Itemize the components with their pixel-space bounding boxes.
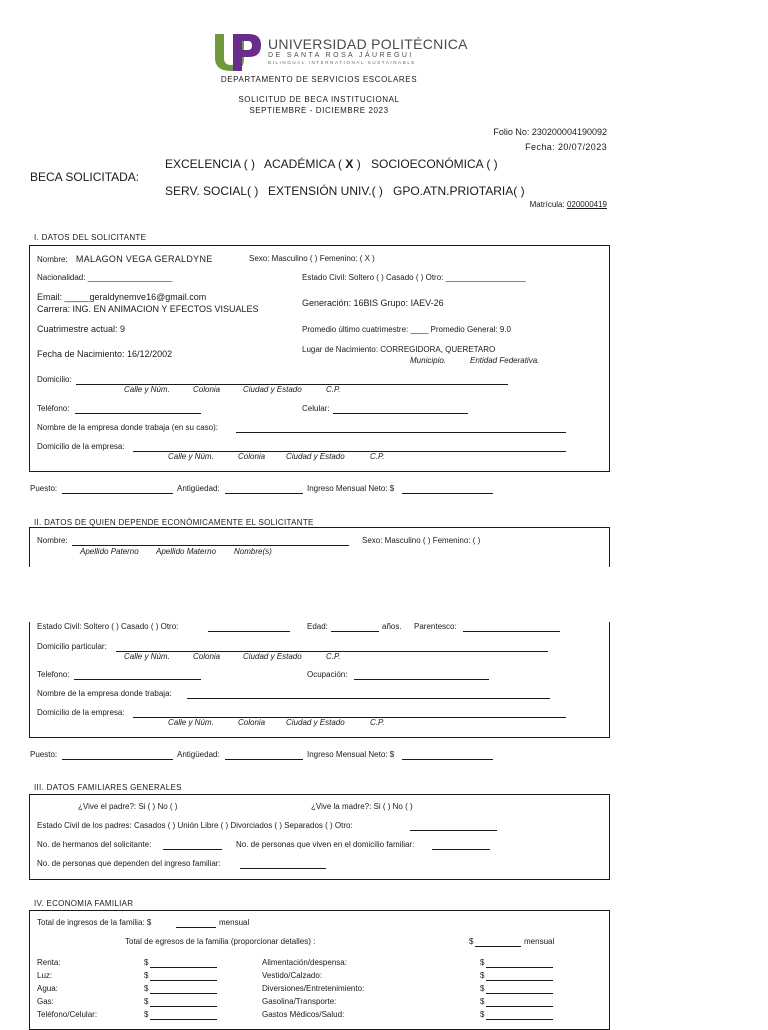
- egreso-left-line[interactable]: [150, 1006, 217, 1007]
- cp-caption: C.P.: [326, 385, 341, 394]
- domicilio-label: Domicilio:: [37, 375, 72, 384]
- empresa-line[interactable]: [236, 432, 566, 433]
- egreso-right-label: Alimentación/despensa:: [262, 958, 347, 967]
- egreso-left-line[interactable]: [150, 967, 217, 968]
- puesto-line[interactable]: [62, 493, 173, 494]
- total-ingresos-line[interactable]: [176, 927, 216, 928]
- form-date: Fecha: 20/07/2023: [525, 142, 607, 152]
- estado-civil-field[interactable]: Estado Civil: Soltero ( ) Casado ( ) Otro: __________________: [302, 273, 526, 282]
- ingreso-line[interactable]: [402, 493, 493, 494]
- vive-madre[interactable]: ¿Vive la madre?: Si ( ) No ( ): [311, 802, 413, 811]
- egreso-left-label: Gas:: [37, 997, 54, 1006]
- egreso-left-dollar: $: [144, 984, 149, 993]
- beca-extension[interactable]: EXTENSIÓN UNIV.( ): [268, 184, 383, 198]
- nacionalidad-field[interactable]: Nacionalidad: ___________________: [37, 273, 173, 282]
- dependiente-antiguedad-line[interactable]: [225, 759, 303, 760]
- municipio-caption: Municipio.: [410, 356, 447, 365]
- egreso-left-line[interactable]: [150, 993, 217, 994]
- egreso-left-label: Renta:: [37, 958, 61, 967]
- celular-line[interactable]: [333, 413, 468, 414]
- dependiente-empresa-label: Nombre de la empresa donde trabaja:: [37, 689, 172, 698]
- anos-label: años.: [382, 622, 402, 631]
- celular-label: Celular:: [302, 404, 330, 413]
- domicilio-empresa-label: Domicilio de la empresa:: [37, 442, 125, 451]
- total-ingresos-label: Total de ingresos de la familia: $: [37, 918, 152, 927]
- cp-caption: C.P.: [370, 718, 385, 727]
- entidad-caption: Entidad Federativa.: [470, 356, 540, 365]
- egreso-left-line[interactable]: [150, 1019, 217, 1020]
- personas-dependen-line[interactable]: [240, 868, 326, 869]
- parentesco-label: Parentesco:: [414, 622, 457, 631]
- nombre-label: Nombre:: [37, 255, 68, 264]
- promedio-field[interactable]: Promedio último cuatrimestre: ____ Promedio General: 9.0: [302, 325, 511, 334]
- hermanos-label: No. de hermanos del solicitante:: [37, 840, 152, 849]
- section-3-title: III. DATOS FAMILIARES GENERALES: [34, 783, 182, 792]
- egreso-right-line[interactable]: [486, 1006, 553, 1007]
- ap-paterno-caption: Apellido Paterno: [80, 547, 139, 556]
- egreso-left-dollar: $: [144, 997, 149, 1006]
- carrera-field[interactable]: Carrera: ING. EN ANIMACION Y EFECTOS VISUALES: [37, 304, 259, 314]
- generacion-field[interactable]: Generación: 16BIS Grupo: IAEV-26: [302, 298, 444, 308]
- calle-caption: Calle y Núm.: [168, 452, 214, 461]
- form-title: SOLICITUD DE BECA INSTITUCIONAL: [238, 95, 400, 104]
- dependiente-sexo: Sexo: Masculino ( ) Femenino: ( ): [362, 536, 481, 545]
- dependiente-domicilio-empresa-label: Domicilio de la empresa:: [37, 708, 125, 717]
- dependiente-empresa-line[interactable]: [187, 698, 550, 699]
- antiguedad-label: Antigüedad:: [177, 484, 220, 493]
- dependiente-puesto-label: Puesto:: [30, 750, 58, 759]
- beca-serv-social[interactable]: SERV. SOCIAL( ): [165, 184, 259, 198]
- egreso-right-label: Gastos Médicos/Salud:: [262, 1010, 345, 1019]
- dependiente-puesto-line[interactable]: [62, 759, 173, 760]
- solicitante-nombre: [37, 255, 213, 264]
- dependiente-otro-line[interactable]: [208, 631, 290, 632]
- antiguedad-line[interactable]: [225, 493, 303, 494]
- lugar-nacimiento-field[interactable]: Lugar de Nacimiento: CORREGIDORA, QUERETARO: [302, 345, 496, 354]
- dependiente-telefono-line[interactable]: [74, 679, 201, 680]
- egreso-right-line[interactable]: [486, 993, 553, 994]
- egreso-right-dollar: $: [480, 984, 485, 993]
- ingreso-label: Ingreso Mensual Neto: $: [307, 484, 395, 493]
- dependiente-antiguedad-label: Antigüedad:: [177, 750, 220, 759]
- personas-domicilio-line[interactable]: [432, 849, 490, 850]
- ocupacion-label: Ocupación:: [307, 670, 348, 679]
- dependiente-nombre-line[interactable]: [72, 545, 349, 546]
- nombre-value: MALAGON VEGA GERALDYNE: [75, 254, 213, 264]
- estado-civil-padres-otro-line[interactable]: [410, 830, 497, 831]
- beca-academica-label: ACADÉMICA (: [264, 157, 343, 171]
- ciudad-caption: Ciudad y Estado: [243, 652, 302, 661]
- beca-label: BECA SOLICITADA:: [30, 170, 140, 184]
- beca-academica-close: ): [356, 157, 361, 171]
- up-logo-icon: [211, 30, 265, 74]
- dependiente-telefono-label: Telefono:: [37, 670, 70, 679]
- nombres-caption: Nombre(s): [234, 547, 272, 556]
- dependiente-ingreso-label: Ingreso Mensual Neto: $: [307, 750, 395, 759]
- colonia-caption: Colonia: [238, 452, 266, 461]
- egreso-left-label: Teléfono/Celular:: [37, 1010, 98, 1019]
- edad-label: Edad:: [307, 622, 328, 631]
- beca-excelencia[interactable]: EXCELENCIA ( ): [165, 157, 256, 171]
- egreso-left-label: Agua:: [37, 984, 58, 993]
- department-title: DEPARTAMENTO DE SERVICIOS ESCOLARES: [220, 75, 418, 84]
- beca-academica[interactable]: [264, 158, 361, 170]
- total-egresos-label: Total de egresos de la familia (proporcionar detalles) :: [125, 937, 316, 946]
- beca-academica-mark: X: [345, 157, 354, 171]
- egreso-right-dollar: $: [480, 997, 485, 1006]
- telefono-label: Teléfono:: [37, 404, 70, 413]
- dependiente-ingreso-line[interactable]: [402, 759, 493, 760]
- colonia-caption: Colonia: [238, 718, 266, 727]
- personas-dependen-label: No. de personas que dependen del ingreso familiar:: [37, 859, 221, 868]
- dependiente-estado-civil: Estado Civil: Soltero ( ) Casado ( ) Otro:: [37, 622, 179, 631]
- ciudad-caption: Ciudad y Estado: [286, 452, 345, 461]
- egreso-right-line[interactable]: [486, 1019, 553, 1020]
- total-ingresos-mensual: mensual: [219, 918, 250, 927]
- matricula-label: Matrícula:: [529, 200, 565, 209]
- folio-number: Folio No: 230200004190092: [493, 127, 607, 137]
- telefono-line[interactable]: [75, 413, 201, 414]
- university-tagline: BILINGUAL INTERNATIONAL SUSTAINABLE: [268, 60, 417, 65]
- beca-socioeconomica[interactable]: SOCIOECONÓMICA ( ): [371, 157, 498, 171]
- egreso-right-line[interactable]: [486, 980, 553, 981]
- empresa-label: Nombre de la empresa donde trabaja (en su caso):: [37, 423, 218, 432]
- section-1-title: I. DATOS DEL SOLICITANTE: [34, 233, 147, 242]
- university-subname: DE SANTA ROSA JÁUREGUI: [268, 52, 414, 59]
- cuatrimestre-field[interactable]: Cuatrimestre actual: 9: [37, 324, 126, 334]
- vive-padre[interactable]: ¿Vive el padre?: Si ( ) No ( ): [78, 802, 178, 811]
- university-name: UNIVERSIDAD POLITÉCNICA: [268, 36, 468, 52]
- dependiente-nombre-label: Nombre:: [37, 536, 68, 545]
- egreso-left-dollar: $: [144, 1010, 149, 1019]
- egreso-right-label: Vestido/Calzado:: [262, 971, 323, 980]
- form-period: SEPTIEMBRE - DICIEMBRE 2023: [249, 106, 389, 115]
- egreso-right-dollar: $: [480, 958, 485, 967]
- hermanos-line[interactable]: [163, 849, 222, 850]
- colonia-caption: Colonia: [193, 385, 221, 394]
- personas-domicilio-label: No. de personas que viven en el domicilio familiar:: [236, 840, 415, 849]
- ciudad-caption: Ciudad y Estado: [286, 718, 345, 727]
- egreso-left-dollar: $: [144, 958, 149, 967]
- egreso-left-line[interactable]: [150, 980, 217, 981]
- egreso-right-dollar: $: [480, 1010, 485, 1019]
- egreso-right-dollar: $: [480, 971, 485, 980]
- colonia-caption: Colonia: [193, 652, 221, 661]
- egreso-left-dollar: $: [144, 971, 149, 980]
- estado-civil-padres[interactable]: Estado Civil de los padres: Casados ( ) Unión Libre ( ) Divorciados ( ) Separados ( ) Otro:: [37, 821, 353, 830]
- calle-caption: Calle y Núm.: [124, 385, 170, 394]
- edad-line[interactable]: [331, 631, 379, 632]
- section-2-title: II. DATOS DE QUIEN DEPENDE ECONÓMICAMENTE EL SOLICITANTE: [34, 518, 314, 527]
- domicilio-particular-label: Domicilio particular:: [37, 642, 107, 651]
- calle-caption: Calle y Núm.: [124, 652, 170, 661]
- total-egresos-line[interactable]: [475, 946, 521, 947]
- egreso-right-label: Diversiones/Entretenimiento:: [262, 984, 365, 993]
- cp-caption: C.P.: [326, 652, 341, 661]
- matricula-value: 020000419: [566, 200, 607, 209]
- ap-materno-caption: Apellido Materno: [156, 547, 217, 556]
- solicitante-sexo: Sexo: Masculino ( ) Femenino: ( X ): [249, 254, 375, 263]
- puesto-label: Puesto:: [30, 484, 58, 493]
- email-field[interactable]: Email: _____geraldynemve16@gmail.com: [37, 292, 207, 302]
- fecha-nacimiento-field[interactable]: Fecha de Nacimiento: 16/12/2002: [37, 349, 173, 359]
- egreso-right-label: Gasolina/Transporte:: [262, 997, 337, 1006]
- ciudad-caption: Ciudad y Estado: [243, 385, 302, 394]
- ocupacion-line[interactable]: [354, 679, 489, 680]
- total-egresos-dollar: $: [469, 937, 474, 946]
- beca-gpo-atn[interactable]: GPO.ATN.PRIOTARIA( ): [393, 184, 525, 198]
- section-4-title: IV. ECONOMIA FAMILIAR: [34, 899, 134, 908]
- matricula: [530, 201, 607, 209]
- parentesco-line[interactable]: [463, 631, 560, 632]
- egreso-right-line[interactable]: [486, 967, 553, 968]
- total-egresos-mensual: mensual: [524, 937, 555, 946]
- cp-caption: C.P.: [370, 452, 385, 461]
- calle-caption: Calle y Núm.: [168, 718, 214, 727]
- egreso-left-label: Luz:: [37, 971, 53, 980]
